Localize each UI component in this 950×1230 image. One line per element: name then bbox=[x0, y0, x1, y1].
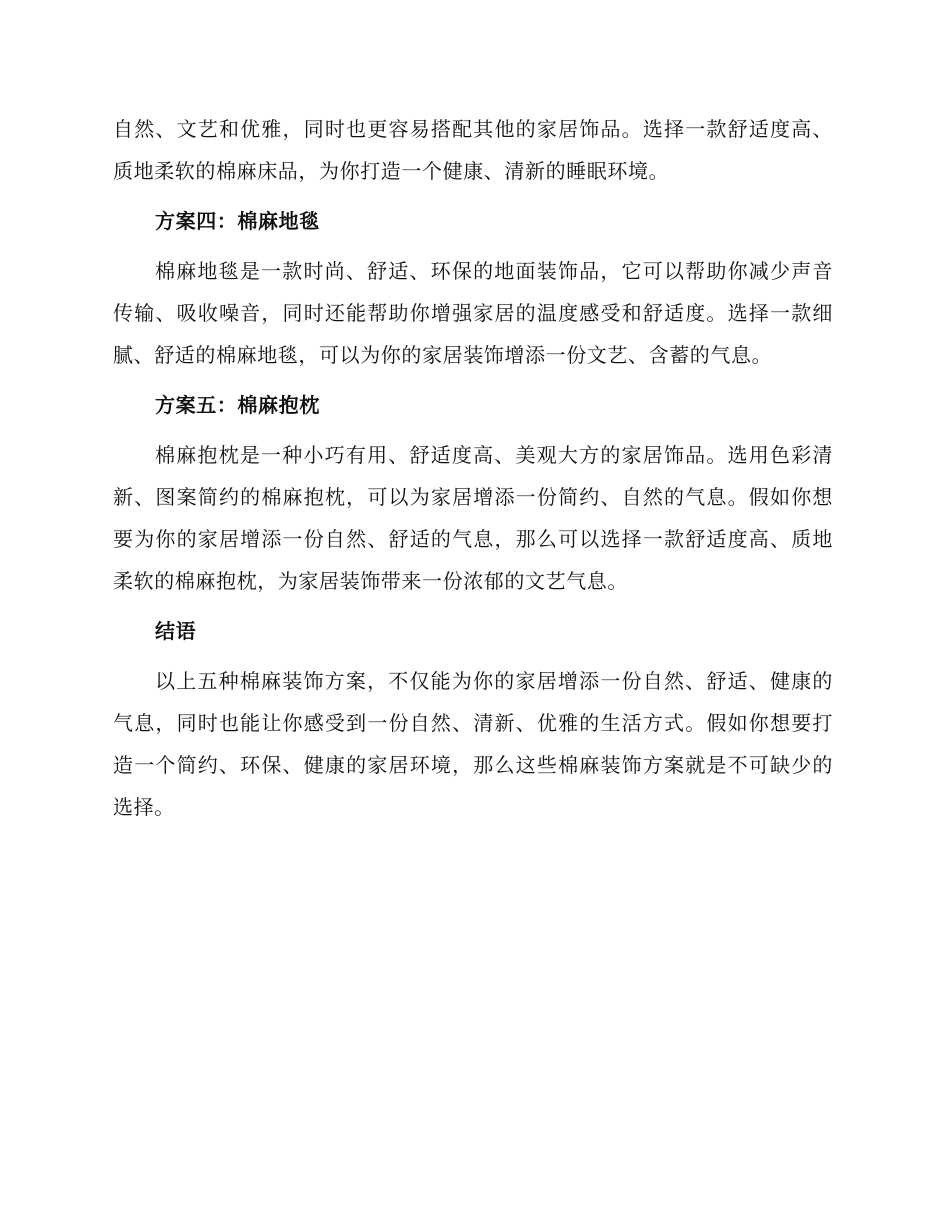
heading-plan-five: 方案五：棉麻抱枕 bbox=[155, 393, 320, 417]
document-page bbox=[113, 108, 833, 828]
paragraph-bedding-continued: 自然、文艺和优雅，同时也更容易搭配其他的家居饰品。选择一款舒适度高、质地柔软的棉麻床品，为你打造一个健康、清新的睡眠环境。 bbox=[113, 117, 833, 183]
heading-plan-four: 方案四：棉麻地毯 bbox=[155, 209, 320, 233]
paragraph-plan-five: 棉麻抱枕是一种小巧有用、舒适度高、美观大方的家居饰品。选用色彩清新、图案简约的棉麻抱枕，可以为家居增添一份简约、自然的气息。假如你想要为你的家居增添一份自然、舒适的气息，那么可以选择一款舒适度高、质地柔软的棉麻抱枕，为家居装饰带来一份浓郁的文艺气息。 bbox=[113, 443, 833, 593]
paragraph-conclusion: 以上五种棉麻装饰方案，不仅能为你的家居增添一份自然、舒适、健康的气息，同时也能让你感受到一份自然、清新、优雅的生活方式。假如你想要打造一个简约、环保、健康的家居环境，那么这些棉麻装饰方案就是不可缺少的选择。 bbox=[113, 669, 833, 819]
paragraph-plan-four: 棉麻地毯是一款时尚、舒适、环保的地面装饰品，它可以帮助你减少声音传输、吸收噪音，同时还能帮助你增强家居的温度感受和舒适度。选择一款细腻、舒适的棉麻地毯，可以为你的家居装饰增添一份文艺、含蓄的气息。 bbox=[113, 259, 833, 367]
heading-conclusion: 结语 bbox=[155, 619, 197, 643]
